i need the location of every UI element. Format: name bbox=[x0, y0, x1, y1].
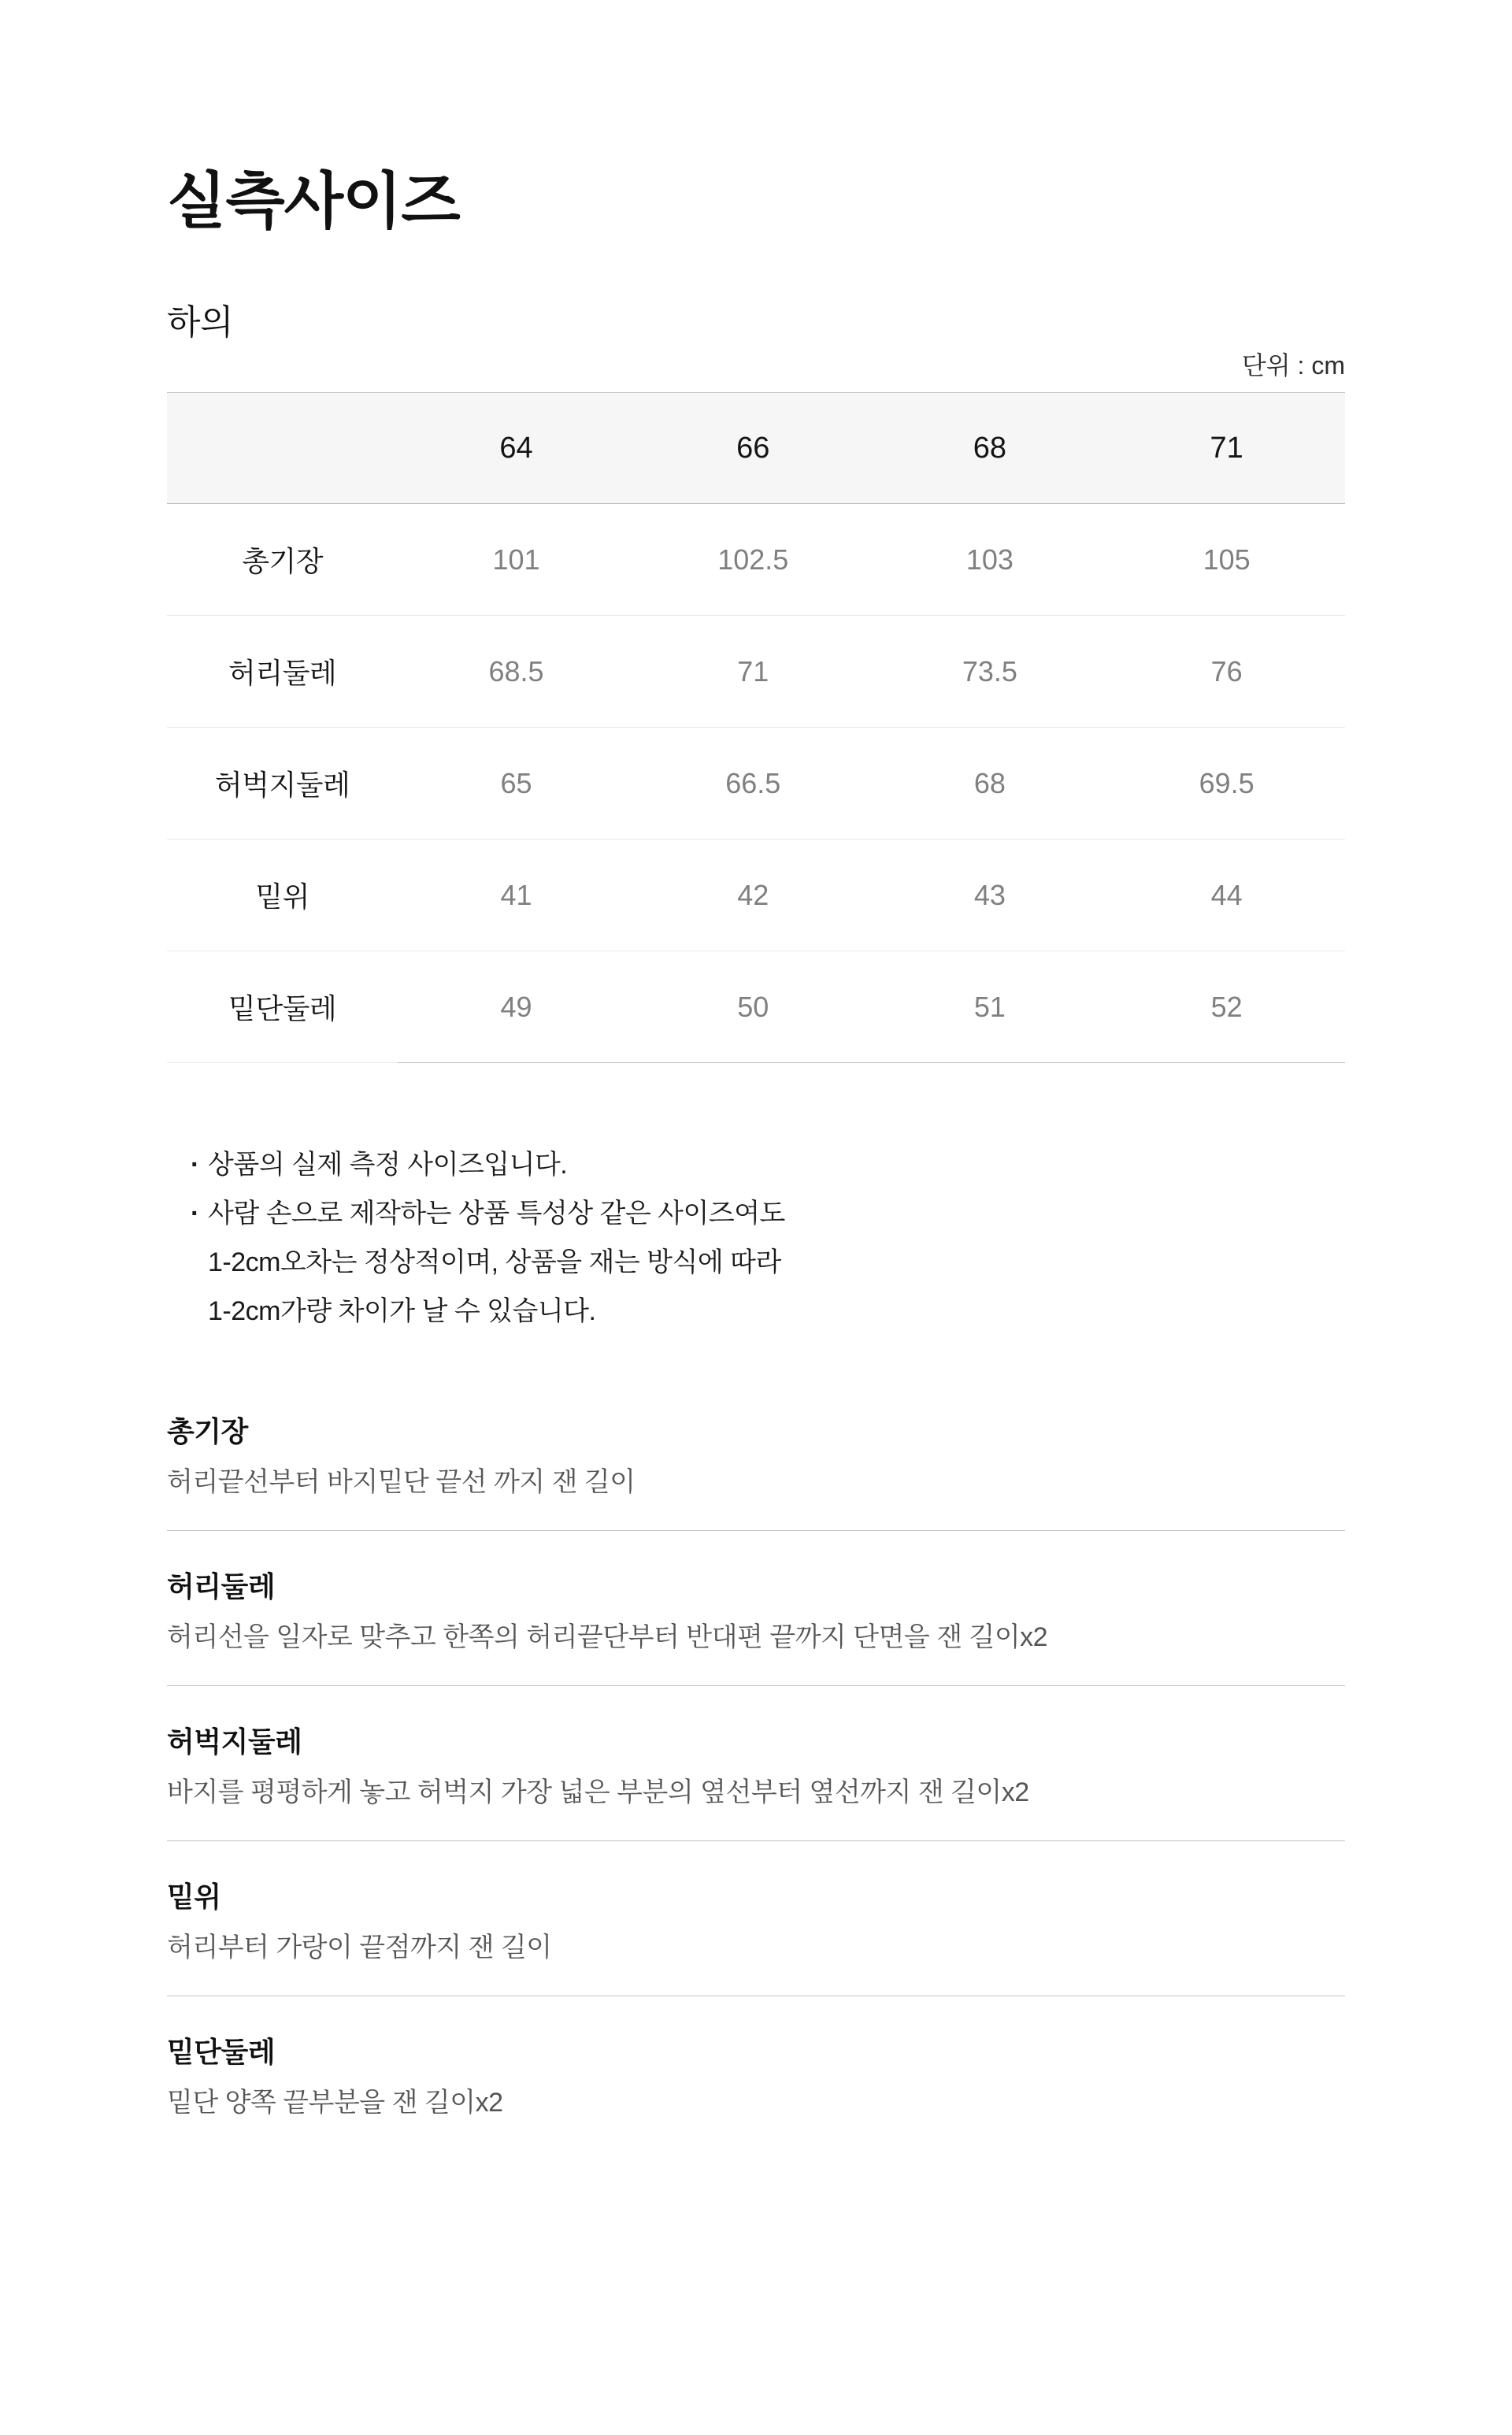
cell-value: 68 bbox=[872, 728, 1109, 839]
cell-value: 51 bbox=[872, 951, 1109, 1063]
table-header-size-64: 64 bbox=[398, 393, 635, 504]
cell-value: 66.5 bbox=[635, 728, 872, 839]
definition-total-length bbox=[167, 1414, 1345, 1499]
note-item bbox=[191, 1140, 1345, 1189]
cell-value: 69.5 bbox=[1108, 728, 1345, 839]
divider bbox=[167, 1840, 1345, 1841]
cell-value: 65 bbox=[398, 728, 635, 839]
table-row-total-length bbox=[167, 504, 1345, 616]
definition-term: 밑위 bbox=[167, 1881, 221, 1913]
note-line: · 상품의 실제 측정 사이즈입니다. bbox=[208, 1150, 568, 1180]
note-line: 1-2cm오차는 정상적이며, 상품을 재는 방식에 따라 bbox=[208, 1247, 781, 1277]
divider bbox=[167, 1685, 1345, 1686]
size-guide-page bbox=[0, 167, 1512, 2435]
note-line: · 사람 손으로 제작하는 상품 특성상 같은 사이즈여도 bbox=[208, 1199, 785, 1229]
definition-description: 허리끝선부터 바지밑단 끝선 까지 잰 길이 bbox=[167, 1467, 636, 1497]
table-header-empty-cell bbox=[167, 393, 398, 504]
definition-description: 허리선을 일자로 맞추고 한쪽의 허리끝단부터 반대편 끝까지 단면을 잰 길이x2 bbox=[167, 1622, 1048, 1652]
table-row-waist bbox=[167, 616, 1345, 728]
definition-description: 허리부터 가랑이 끝점까지 잰 길이 bbox=[167, 1933, 552, 1962]
definition-term: 밑단둘레 bbox=[167, 2036, 276, 2068]
table-header-size-71: 71 bbox=[1108, 393, 1345, 504]
cell-value: 105 bbox=[1108, 504, 1345, 616]
row-label: 밑단둘레 bbox=[167, 951, 398, 1063]
cell-value: 101 bbox=[398, 504, 635, 616]
definition-waist bbox=[167, 1570, 1345, 1655]
cell-value: 52 bbox=[1108, 951, 1345, 1063]
cell-value: 73.5 bbox=[872, 616, 1109, 728]
definition-term: 허벅지둘레 bbox=[167, 1725, 302, 1758]
definition-term: 허리둘레 bbox=[167, 1570, 276, 1603]
section-title-bottoms: 하의 bbox=[167, 303, 234, 342]
row-label: 허리둘레 bbox=[167, 616, 398, 728]
notes-list bbox=[191, 1140, 1345, 1336]
cell-value: 103 bbox=[872, 504, 1109, 616]
cell-value: 42 bbox=[635, 839, 872, 951]
cell-value: 76 bbox=[1108, 616, 1345, 728]
definition-rise bbox=[167, 1880, 1345, 1965]
definition-hem bbox=[167, 2035, 1345, 2120]
table-header-size-66: 66 bbox=[635, 393, 872, 504]
definition-description: 바지를 평평하게 놓고 허벅지 가장 넓은 부분의 옆선부터 옆선까지 잰 길이x2 bbox=[167, 1777, 1029, 1807]
cell-value: 68.5 bbox=[398, 616, 635, 728]
row-label: 허벅지둘레 bbox=[167, 728, 398, 839]
definition-term: 총기장 bbox=[167, 1415, 248, 1447]
table-header-row bbox=[167, 393, 1345, 504]
cell-value: 43 bbox=[872, 839, 1109, 951]
table-header-size-68: 68 bbox=[872, 393, 1109, 504]
cell-value: 102.5 bbox=[635, 504, 872, 616]
measurement-definitions bbox=[167, 1414, 1345, 2277]
definition-description: 밑단 양쪽 끝부분을 잰 길이x2 bbox=[167, 2088, 503, 2118]
table-row-thigh bbox=[167, 728, 1345, 839]
cell-value: 41 bbox=[398, 839, 635, 951]
table-row-rise bbox=[167, 839, 1345, 951]
cell-value: 49 bbox=[398, 951, 635, 1063]
unit-label: 단위 : cm bbox=[1241, 351, 1345, 380]
cell-value: 50 bbox=[635, 951, 872, 1063]
cell-value: 71 bbox=[635, 616, 872, 728]
page-title: 실측사이즈 bbox=[167, 166, 460, 235]
row-label: 총기장 bbox=[167, 504, 398, 616]
size-table bbox=[167, 392, 1345, 1063]
divider bbox=[167, 1530, 1345, 1531]
cell-value: 44 bbox=[1108, 839, 1345, 951]
table-row-hem bbox=[167, 951, 1345, 1063]
note-line: 1-2cm가량 차이가 날 수 있습니다. bbox=[208, 1296, 596, 1326]
definition-thigh bbox=[167, 1725, 1345, 1810]
note-item bbox=[191, 1189, 1345, 1336]
row-label: 밑위 bbox=[167, 839, 398, 951]
